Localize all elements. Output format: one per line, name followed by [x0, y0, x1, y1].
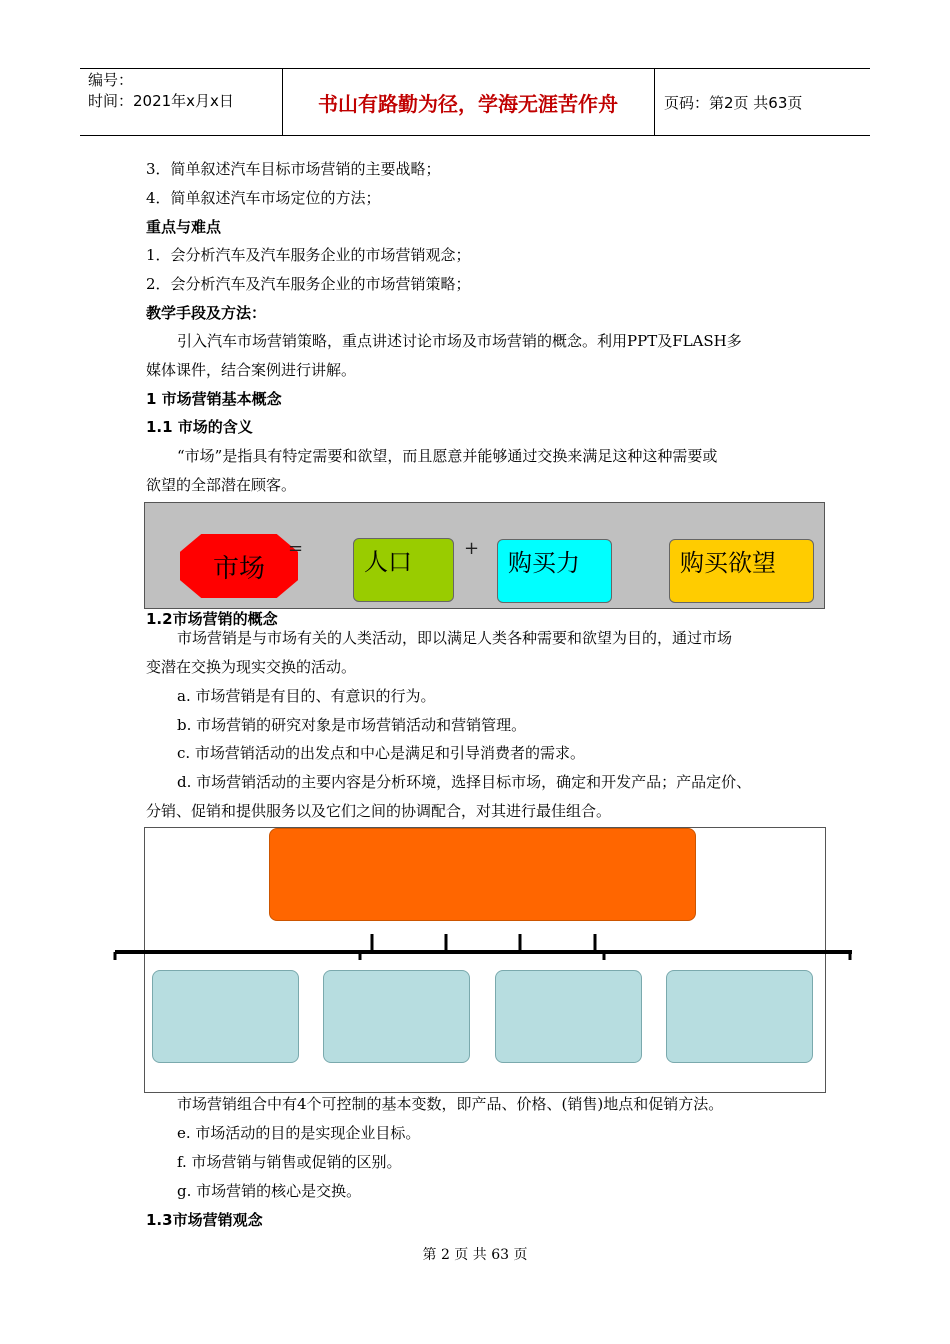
- section-1-1-heading: 1.1 市场的含义: [146, 418, 253, 436]
- purchasing-power-label: 购买力: [508, 549, 580, 577]
- header-bottom-rule: [80, 135, 870, 136]
- marketing-mix-box-2: [323, 970, 470, 1063]
- section-1-3-heading: 1.3市场营销观念: [146, 1211, 263, 1229]
- page-footer: 第 2 页 共 63 页: [422, 1247, 528, 1263]
- header-divider-2: [654, 68, 655, 136]
- marketing-mix-top-box: [269, 828, 696, 921]
- population-box: [353, 538, 454, 602]
- population-label: 人口: [364, 548, 412, 576]
- section-1-heading: 1 市场营销基本概念: [146, 390, 282, 408]
- purchasing-power-box: [497, 539, 612, 603]
- header-top-rule: [80, 68, 870, 69]
- item-g: g. 市场营销的核心是交换。: [177, 1182, 362, 1200]
- header-meta: [88, 70, 234, 112]
- time-label: 时间：2021年x月x日: [88, 92, 234, 110]
- marketing-mix-box-3: [495, 970, 642, 1063]
- section-1-2-heading: 1.2市场营销的概念: [146, 610, 278, 628]
- item-f: f. 市场营销与销售或促销的区别。: [177, 1153, 402, 1171]
- item-d-line1: d. 市场营销活动的主要内容是分析环境，选择目标市场，确定和开发产品；产品定价、: [177, 773, 752, 791]
- equals-sign: =: [288, 538, 304, 559]
- header-motto: 书山有路勤为径，学海无涯苦作舟: [318, 92, 618, 116]
- purchase-desire-box: [669, 539, 814, 603]
- marketing-mix-connectors: [0, 920, 950, 970]
- marketing-mix-box-1: [152, 970, 299, 1063]
- key-point-1: 1．会分析汽车及汽车服务企业的市场营销观念；: [146, 246, 471, 264]
- marketing-definition-line1: 市场营销是与市场有关的人类活动，即以满足人类各种需要和欲望为目的，通过市场: [177, 629, 733, 647]
- number-label: 编号：: [88, 71, 134, 89]
- market-definition-line1: “市场”是指具有特定需要和欲望，而且愿意并能够通过交换来满足这种这种需要或: [177, 447, 718, 465]
- market-label: 市场: [212, 554, 265, 584]
- plus-sign: +: [464, 538, 480, 559]
- item-c: c. 市场营销活动的出发点和中心是满足和引导消费者的需求。: [177, 744, 585, 762]
- objective-4: 4．简单叙述汽车市场定位的方法；: [146, 189, 381, 207]
- marketing-definition-line2: 变潜在交换为现实交换的活动。: [146, 658, 357, 676]
- key-points-heading: 重点与难点: [146, 218, 222, 236]
- item-d-line2: 分销、促销和提供服务以及它们之间的协调配合，对其进行最佳组合。: [146, 802, 612, 820]
- objective-3: 3．简单叙述汽车目标市场营销的主要战略；: [146, 160, 441, 178]
- market-definition-line2: 欲望的全部潜在顾客。: [146, 476, 297, 494]
- key-point-2: 2．会分析汽车及汽车服务企业的市场营销策略；: [146, 275, 471, 293]
- method-paragraph-line2: 媒体课件，结合案例进行讲解。: [146, 361, 357, 379]
- method-heading: 教学手段及方法：: [146, 304, 267, 322]
- item-b: b. 市场营销的研究对象是市场营销活动和营销管理。: [177, 716, 527, 734]
- header-page-number: 页码：第2页 共63页: [664, 94, 803, 112]
- method-paragraph-line1: 引入汽车市场营销策略，重点讲述讨论市场及市场营销的概念。利用PPT及FLASH多: [177, 332, 742, 350]
- item-e: e. 市场活动的目的是实现企业目标。: [177, 1124, 421, 1142]
- marketing-mix-box-4: [666, 970, 813, 1063]
- marketing-mix-note: 市场营销组合中有4个可控制的基本变数，即产品、价格、(销售)地点和促销方法。: [177, 1095, 724, 1113]
- purchase-desire-label: 购买欲望: [680, 549, 776, 577]
- item-a: a. 市场营销是有目的、有意识的行为。: [177, 687, 436, 705]
